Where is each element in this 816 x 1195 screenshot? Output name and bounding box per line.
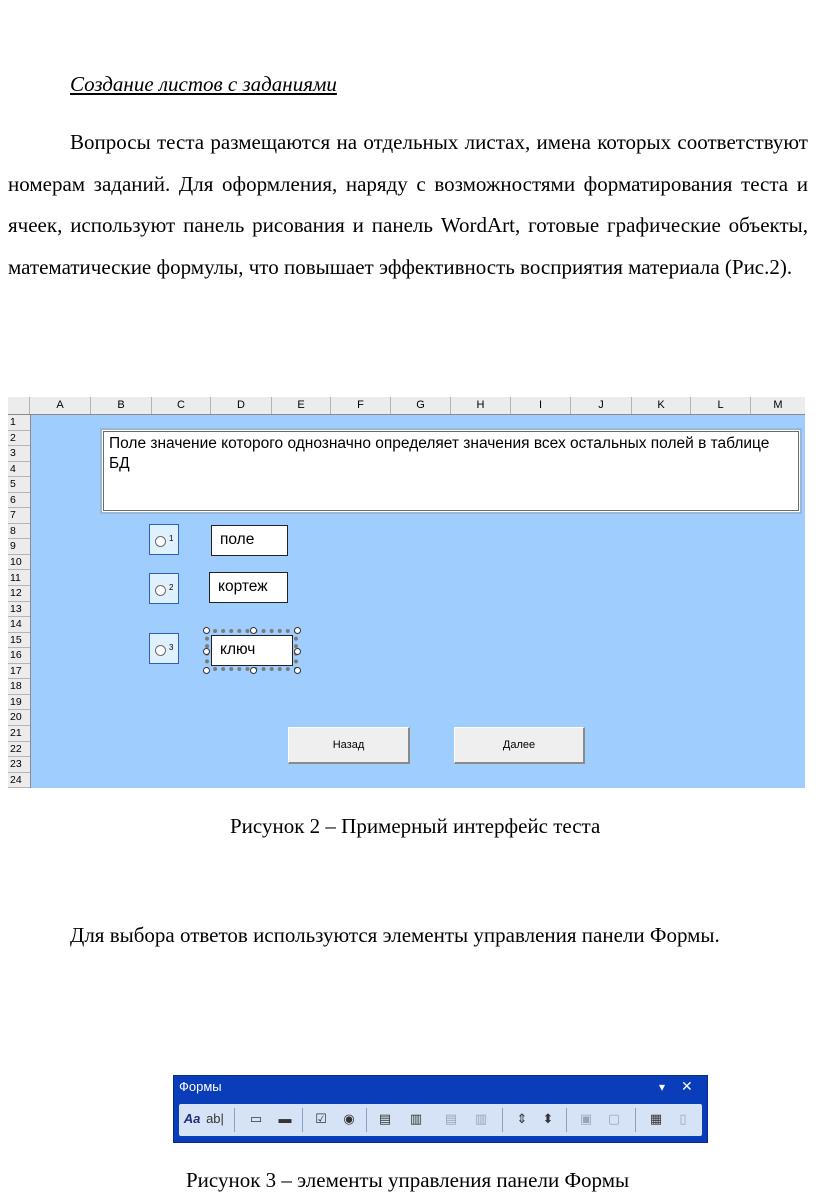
toolbar-separator — [566, 1108, 567, 1132]
control-properties-icon[interactable]: ▣ — [579, 1111, 593, 1126]
corner-cell[interactable] — [8, 397, 30, 414]
row-header[interactable]: 17 — [8, 664, 30, 680]
column-header[interactable]: E — [272, 397, 331, 414]
paragraph-forms-text: Для выбора ответов используются элементы управления панели Формы. — [70, 923, 720, 947]
radio-circle-icon[interactable] — [155, 645, 166, 656]
figure2-caption: Рисунок 2 – Примерный интерфейс теста — [230, 814, 601, 838]
row-header[interactable]: 14 — [8, 617, 30, 633]
edit-code-icon[interactable]: ▢ — [607, 1111, 621, 1126]
column-header[interactable]: I — [511, 397, 571, 414]
combo-box-icon[interactable]: ▥ — [409, 1111, 423, 1126]
row-header[interactable]: 2 — [8, 431, 30, 447]
column-header[interactable]: K — [632, 397, 691, 414]
toolbar-controls-strip — [179, 1104, 702, 1136]
row-header[interactable]: 22 — [8, 742, 30, 758]
option-number: 1 — [169, 534, 174, 543]
toolbar-separator — [635, 1108, 636, 1132]
combo-dropdown-edit-icon[interactable]: ▥ — [474, 1111, 488, 1126]
row-header[interactable]: 19 — [8, 695, 30, 711]
scroll-bar-icon[interactable]: ⇕ — [516, 1111, 528, 1126]
row-header[interactable]: 13 — [8, 602, 30, 618]
spinner-icon[interactable]: ⬍ — [542, 1111, 554, 1126]
toolbar-options-icon[interactable]: ▾ — [659, 1080, 666, 1094]
answer-box-1: поле — [211, 525, 288, 556]
checkbox-icon[interactable]: ☑ — [315, 1111, 327, 1126]
back-button[interactable]: Назад — [288, 727, 410, 764]
row-header[interactable]: 23 — [8, 757, 30, 773]
column-header[interactable]: C — [152, 397, 211, 414]
resize-handle[interactable] — [203, 667, 210, 674]
resize-handle[interactable] — [250, 627, 257, 634]
row-header[interactable]: 12 — [8, 586, 30, 602]
next-button[interactable]: Далее — [454, 727, 585, 764]
resize-handle[interactable] — [294, 648, 301, 655]
radio-circle-icon[interactable] — [155, 536, 166, 547]
column-header[interactable]: L — [691, 397, 751, 414]
resize-handle[interactable] — [294, 667, 301, 674]
option-number: 2 — [169, 583, 174, 592]
run-dialog-icon[interactable]: ▯ — [679, 1111, 687, 1126]
toolbar-separator — [502, 1108, 503, 1132]
column-header[interactable]: H — [451, 397, 511, 414]
column-headers — [8, 397, 805, 415]
row-header[interactable]: 6 — [8, 493, 30, 509]
column-header[interactable]: A — [30, 397, 91, 414]
toolbar-separator — [302, 1108, 303, 1132]
row-header[interactable]: 21 — [8, 726, 30, 742]
answer-box-2: кортеж — [209, 572, 288, 603]
option-button-3[interactable] — [149, 633, 179, 664]
toolbar-title: Формы — [179, 1079, 222, 1094]
edit-box-icon[interactable]: ab| — [206, 1111, 224, 1126]
answer-box-3[interactable]: ключ — [211, 635, 293, 666]
column-header[interactable]: J — [571, 397, 632, 414]
label-icon[interactable]: Aa — [183, 1111, 201, 1126]
paragraph-intro — [8, 122, 808, 288]
figure3-caption: Рисунок 3 – элементы управления панели Формы — [186, 1168, 630, 1192]
toggle-grid-icon[interactable]: ▦ — [649, 1111, 663, 1126]
excel-test-sheet — [8, 397, 805, 788]
row-header[interactable]: 8 — [8, 524, 30, 540]
question-textbox — [100, 428, 802, 514]
toolbar-separator — [234, 1108, 235, 1132]
toolbar-close-icon[interactable]: ✕ — [681, 1078, 693, 1094]
option-button-icon[interactable]: ◉ — [343, 1111, 355, 1126]
column-header[interactable]: M — [773, 399, 783, 411]
row-header[interactable]: 10 — [8, 555, 30, 571]
radio-circle-icon[interactable] — [155, 585, 166, 596]
row-header[interactable]: 24 — [8, 773, 30, 788]
forms-toolbar — [173, 1075, 708, 1143]
column-header[interactable]: G — [391, 397, 451, 414]
row-header[interactable]: 16 — [8, 648, 30, 664]
resize-handle[interactable] — [203, 648, 210, 655]
resize-handle[interactable] — [250, 667, 257, 674]
paragraph-intro-text: Вопросы теста размещаются на отдельных листах, имена которых соответствуют номерам заданий. Для оформления, наряду с возможностями форматирования теста и ячеек, используют панель рисования и панель WordArt, готовые графические объекты, математические формулы, что повышает эффективность восприятия материала (Рис.2). — [8, 130, 808, 279]
resize-handle[interactable] — [294, 627, 301, 634]
row-header[interactable]: 20 — [8, 710, 30, 726]
option-button-2[interactable] — [149, 573, 179, 604]
question-text: Поле значение которого однозначно определяет значения всех остальных полей в таблице БД — [109, 435, 770, 472]
row-header[interactable]: 5 — [8, 477, 30, 493]
row-headers — [8, 415, 31, 788]
row-header[interactable]: 7 — [8, 508, 30, 524]
column-header[interactable]: F — [331, 397, 391, 414]
option-number: 3 — [169, 643, 174, 652]
toolbar-separator — [366, 1108, 367, 1132]
list-box-icon[interactable]: ▤ — [378, 1111, 392, 1126]
row-header[interactable]: 1 — [8, 415, 30, 431]
resize-handle[interactable] — [203, 627, 210, 634]
row-header[interactable]: 4 — [8, 462, 30, 478]
section-heading: Создание листов с заданиями — [70, 72, 337, 96]
option-button-1[interactable] — [149, 524, 179, 555]
column-header[interactable]: D — [211, 397, 272, 414]
row-header[interactable]: 9 — [8, 539, 30, 555]
column-header[interactable]: B — [91, 397, 152, 414]
row-header[interactable]: 11 — [8, 571, 30, 587]
button-icon[interactable]: ▬ — [278, 1111, 292, 1126]
row-header[interactable]: 15 — [8, 633, 30, 649]
combo-list-edit-icon[interactable]: ▤ — [444, 1111, 458, 1126]
group-box-icon[interactable]: ▭ — [249, 1111, 263, 1126]
row-header[interactable]: 18 — [8, 679, 30, 695]
row-header[interactable]: 3 — [8, 446, 30, 462]
paragraph-forms — [8, 915, 808, 957]
